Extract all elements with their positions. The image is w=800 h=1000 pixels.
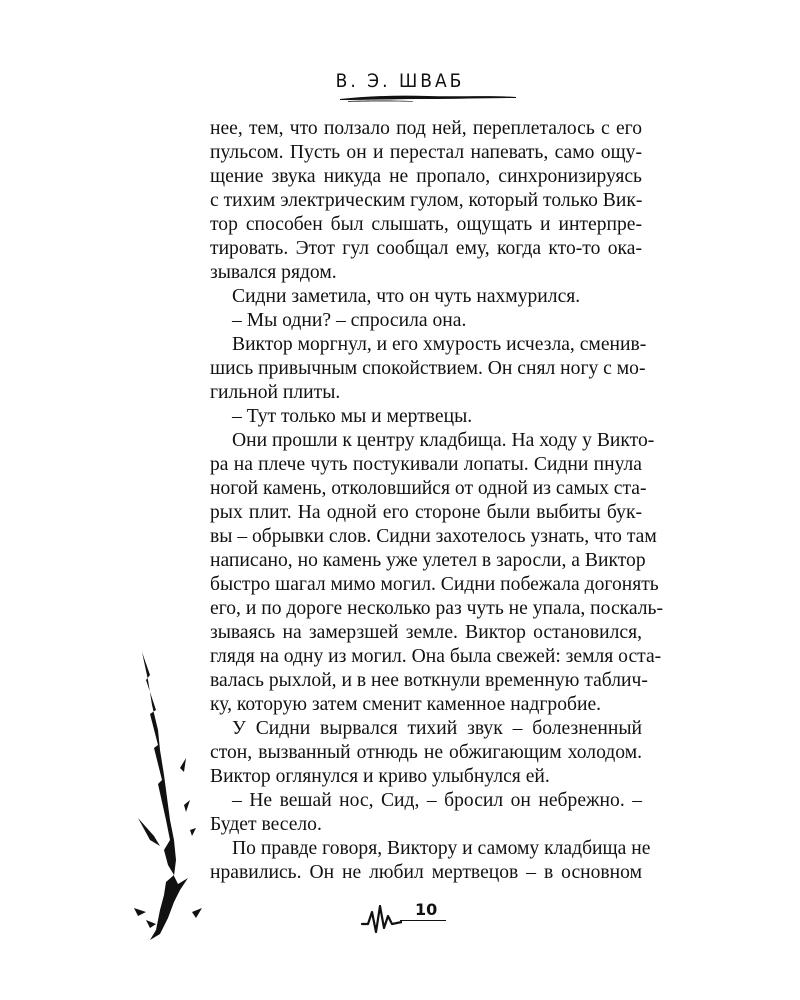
text-line: рых плит. На одной его стороне были выбиты бук- (210, 502, 642, 523)
text-line: ку, которую затем сменит каменное надгробие. (210, 694, 602, 715)
page-folio (360, 898, 460, 938)
text-line: быстро шагал мимо могил. Сидни побежала догонять (210, 574, 659, 595)
text-line: У Сидни вырвался тихий звук – болезненный (232, 718, 642, 739)
running-head-author: В. Э. ШВАБ (335, 70, 465, 92)
text-line: зываясь на замерзшей земле. Виктор остановился, (210, 622, 642, 643)
page-number: 10 (415, 900, 438, 919)
text-line: Виктор моргнул, и его хмурость исчезла, сменив- (232, 334, 647, 355)
text-line: Будет весело. (210, 814, 322, 835)
text-line: глядя на одну из могил. Она была свежей: земля оста- (210, 646, 662, 667)
text-line: – Тут только мы и мертвецы. (232, 406, 473, 427)
text-line: По правде говоря, Виктору и самому кладбища не (232, 838, 651, 859)
text-line: зывался рядом. (210, 262, 337, 283)
text-line: – Не вешай нос, Сид, – бросил он небрежно. – (232, 790, 642, 811)
text-line: ра на плече чуть постукивали лопаты. Сидни пнула (210, 454, 642, 475)
text-line: Виктор оглянулся и криво улыбнулся ей. (210, 766, 550, 787)
text-line: – Мы одни? – спросила она. (232, 310, 467, 331)
text-line: тировать. Этот гул сообщал ему, когда кто-то ока- (210, 238, 642, 259)
text-line: стон, вызванный отнюдь не обжигающим холодом. (210, 742, 642, 763)
text-line: вы – обрывки слов. Сидни захотелось узнать, что там (210, 526, 657, 547)
text-line: шись привычным спокойствием. Он снял ногу с мо- (210, 358, 646, 379)
body-text (210, 117, 663, 885)
text-line: валась рыхлой, и в нее воткнули временную таблич- (210, 670, 648, 691)
brush-stroke-ornament (130, 650, 210, 950)
text-line: тор способен был слышать, ощущать и интерпре- (210, 214, 642, 235)
text-line: Они прошли к центру кладбища. На ходу у Викто- (232, 430, 655, 451)
text-line: с тихим электрическим гулом, который только Вик- (210, 190, 643, 211)
heartbeat-icon (360, 898, 402, 938)
brush-rule-decoration (338, 93, 518, 103)
text-line: щение звука никуда не пропало, синхронизируясь (210, 166, 642, 187)
text-line: его, и по дороге несколько раз чуть не упала, поскаль- (210, 598, 663, 619)
text-line: нравились. Он не любил мертвецов – в основном (210, 862, 642, 883)
text-line: нее, тем, что ползало под ней, переплеталось с его (210, 118, 642, 139)
text-line: написано, но камень уже улетел в заросли, а Виктор (210, 550, 646, 571)
folio-rule (400, 920, 446, 921)
text-line: Сидни заметила, что он чуть нахмурился. (232, 286, 581, 307)
text-line: ногой камень, отколовшийся от одной из самых ста- (210, 478, 647, 499)
text-line: гильной плиты. (210, 382, 341, 403)
text-line: пульсом. Пусть он и перестал напевать, само ощу- (210, 142, 642, 163)
